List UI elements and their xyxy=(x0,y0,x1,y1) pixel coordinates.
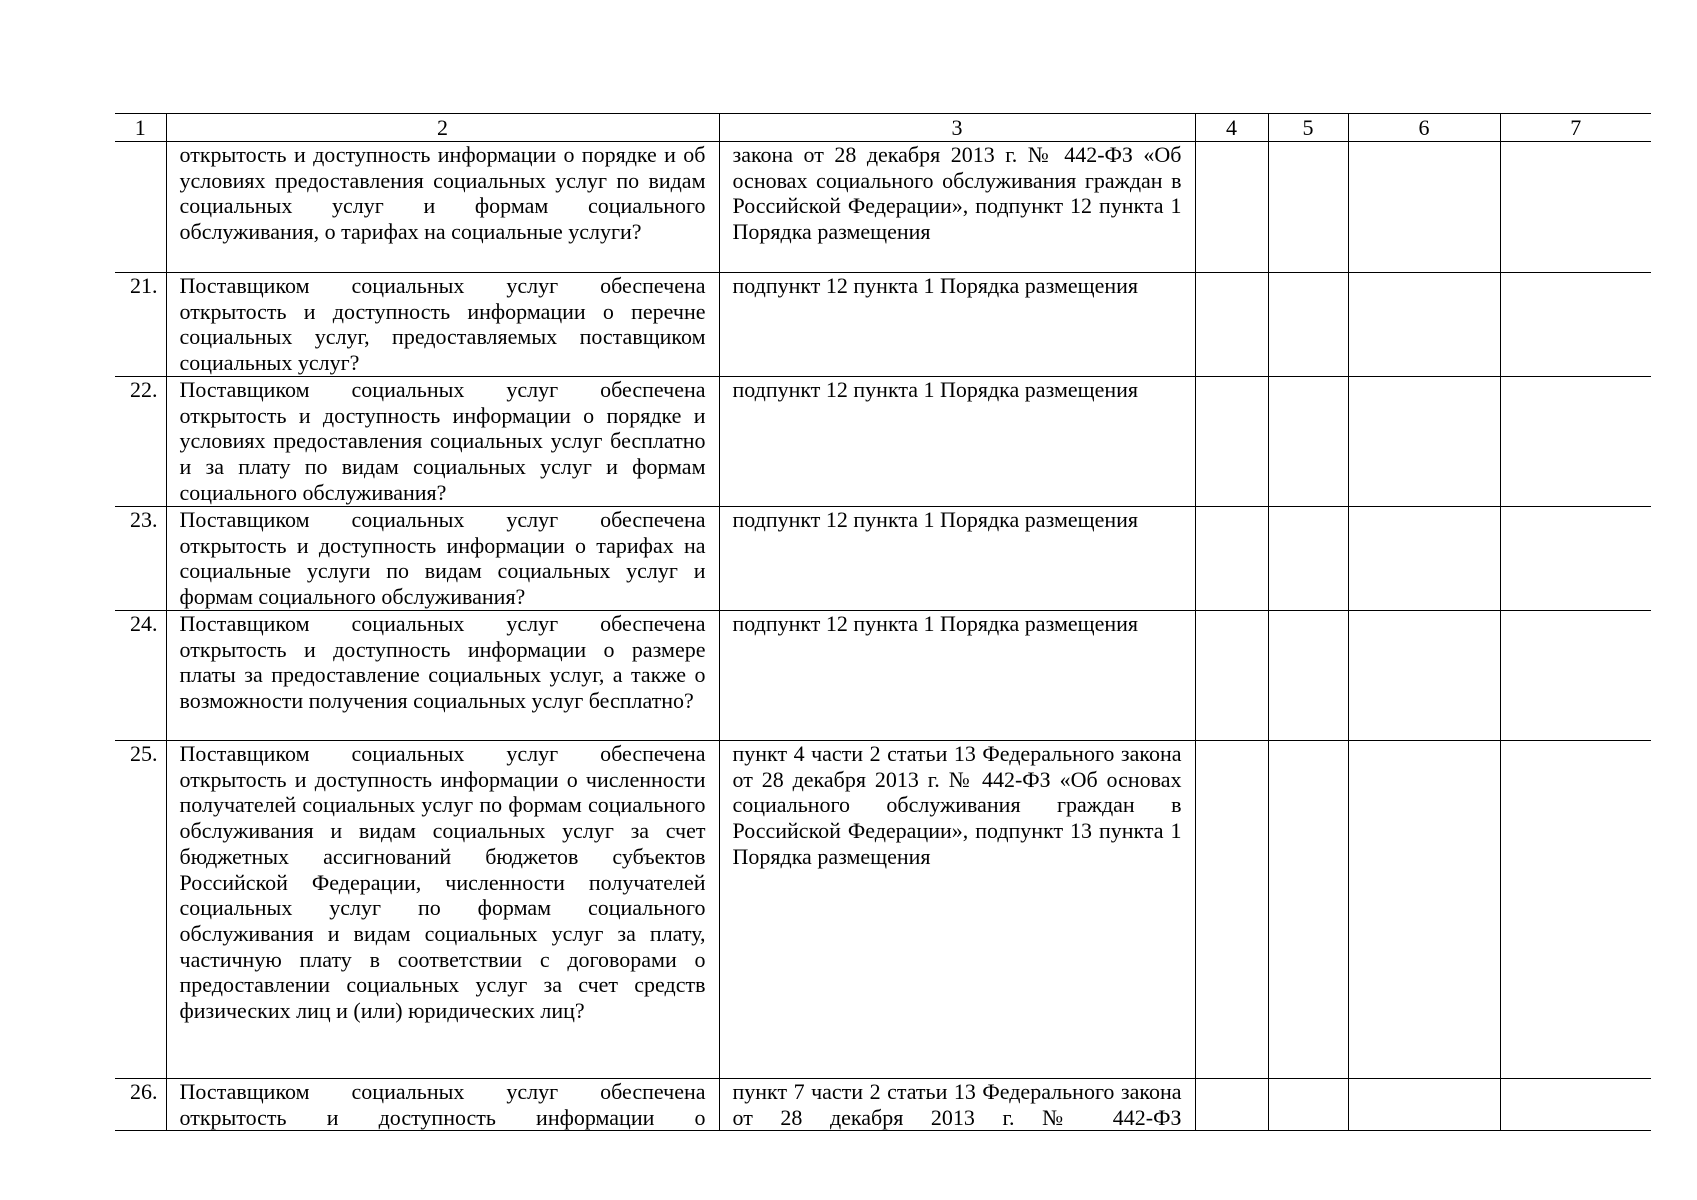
not-applicable-cell[interactable] xyxy=(1348,377,1500,507)
note-cell[interactable] xyxy=(1500,273,1651,377)
row-number: 21. xyxy=(115,273,166,377)
header-col-1: 1 xyxy=(115,114,166,142)
question-cell: Поставщиком социальных услуг обеспечена открытость и доступность информации о порядке и условиях предоставления социальных услуг бесплатно и за плату по видам социальных услуг и формам социального обслуживания? xyxy=(166,377,719,507)
header-col-7: 7 xyxy=(1500,114,1651,142)
answer-no-cell[interactable] xyxy=(1268,611,1348,741)
table-row xyxy=(115,377,1651,507)
answer-no-cell[interactable] xyxy=(1268,1079,1348,1131)
not-applicable-cell[interactable] xyxy=(1348,741,1500,1079)
row-number: 23. xyxy=(115,507,166,611)
not-applicable-cell[interactable] xyxy=(1348,142,1500,273)
answer-yes-cell[interactable] xyxy=(1195,273,1268,377)
answer-no-cell[interactable] xyxy=(1268,741,1348,1079)
legal-basis-cell: подпункт 12 пункта 1 Порядка размещения xyxy=(719,377,1195,507)
answer-yes-cell[interactable] xyxy=(1195,142,1268,273)
table-row xyxy=(115,611,1651,741)
row-number: 22. xyxy=(115,377,166,507)
legal-basis-cell: пункт 7 части 2 статьи 13 Федерального закона от 28 декабря 2013 г. № 442-ФЗ xyxy=(719,1079,1195,1131)
question-cell: Поставщиком социальных услуг обеспечена открытость и доступность информации о xyxy=(166,1079,719,1131)
answer-yes-cell[interactable] xyxy=(1195,1079,1268,1131)
header-col-3: 3 xyxy=(719,114,1195,142)
not-applicable-cell[interactable] xyxy=(1348,611,1500,741)
note-cell[interactable] xyxy=(1500,142,1651,273)
legal-basis-cell: закона от 28 декабря 2013 г. № 442-ФЗ «Об основах социального обслуживания граждан в Российской Федерации», подпункт 12 пункта 1 Порядка размещения xyxy=(719,142,1195,273)
header-row xyxy=(115,114,1651,142)
header-col-5: 5 xyxy=(1268,114,1348,142)
legal-basis-cell: подпункт 12 пункта 1 Порядка размещения xyxy=(719,507,1195,611)
table-row xyxy=(115,507,1651,611)
answer-no-cell[interactable] xyxy=(1268,507,1348,611)
question-cell: открытость и доступность информации о порядке и об условиях предоставления социальных услуг по видам социальных услуг и формам социального обслуживания, о тарифах на социальные услуги? xyxy=(166,142,719,273)
table-row xyxy=(115,741,1651,1079)
table-row xyxy=(115,273,1651,377)
header-col-6: 6 xyxy=(1348,114,1500,142)
note-cell[interactable] xyxy=(1500,1079,1651,1131)
legal-basis-cell: подпункт 12 пункта 1 Порядка размещения xyxy=(719,611,1195,741)
checklist-table xyxy=(115,113,1651,1131)
row-number: 24. xyxy=(115,611,166,741)
header-col-4: 4 xyxy=(1195,114,1268,142)
table-row xyxy=(115,142,1651,273)
legal-basis-cell: подпункт 12 пункта 1 Порядка размещения xyxy=(719,273,1195,377)
note-cell[interactable] xyxy=(1500,611,1651,741)
not-applicable-cell[interactable] xyxy=(1348,507,1500,611)
not-applicable-cell[interactable] xyxy=(1348,273,1500,377)
row-number: 26. xyxy=(115,1079,166,1131)
answer-no-cell[interactable] xyxy=(1268,377,1348,507)
note-cell[interactable] xyxy=(1500,741,1651,1079)
row-number: 25. xyxy=(115,741,166,1079)
row-number xyxy=(115,142,166,273)
not-applicable-cell[interactable] xyxy=(1348,1079,1500,1131)
question-cell: Поставщиком социальных услуг обеспечена открытость и доступность информации о перечне социальных услуг, предоставляемых поставщиком социальных услуг? xyxy=(166,273,719,377)
answer-no-cell[interactable] xyxy=(1268,142,1348,273)
answer-yes-cell[interactable] xyxy=(1195,377,1268,507)
note-cell[interactable] xyxy=(1500,507,1651,611)
answer-yes-cell[interactable] xyxy=(1195,611,1268,741)
question-cell: Поставщиком социальных услуг обеспечена открытость и доступность информации о размере платы за предоставление социальных услуг, а также о возможности получения социальных услуг бесплатно? xyxy=(166,611,719,741)
question-cell: Поставщиком социальных услуг обеспечена открытость и доступность информации о численности получателей социальных услуг по формам социального обслуживания и видам социальных услуг за счет бюджетных ассигнований бюджетов субъектов Российской Федерации, численности получателей социальных услуг по формам социального обслуживания и видам социальных услуг за плату, частичную плату в соответствии с договорами о предоставлении социальных услуг за счет средств физических лиц и (или) юридических лиц? xyxy=(166,741,719,1079)
answer-yes-cell[interactable] xyxy=(1195,507,1268,611)
note-cell[interactable] xyxy=(1500,377,1651,507)
answer-yes-cell[interactable] xyxy=(1195,741,1268,1079)
question-cell: Поставщиком социальных услуг обеспечена открытость и доступность информации о тарифах на социальные услуги по видам социальных услуг и формам социального обслуживания? xyxy=(166,507,719,611)
table-row xyxy=(115,1079,1651,1131)
legal-basis-cell: пункт 4 части 2 статьи 13 Федерального закона от 28 декабря 2013 г. № 442-ФЗ «Об основах социального обслуживания граждан в Российской Федерации», подпункт 13 пункта 1 Порядка размещения xyxy=(719,741,1195,1079)
answer-no-cell[interactable] xyxy=(1268,273,1348,377)
header-col-2: 2 xyxy=(166,114,719,142)
